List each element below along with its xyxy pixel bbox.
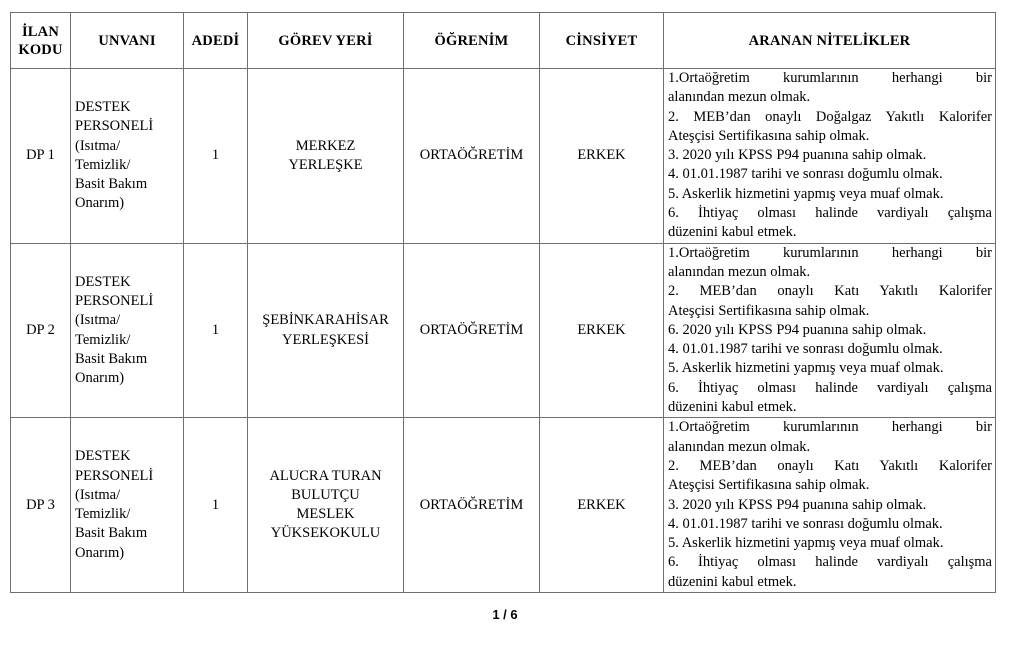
work-place-line: ŞEBİNKARAHİSAR: [262, 312, 389, 329]
qualification-line: 1.Ortaöğretim kurumlarının herhangi bir: [668, 70, 992, 86]
position-title-line: Temizlik/: [75, 331, 131, 348]
position-title-line: PERSONELİ: [75, 292, 154, 309]
position-count: 1: [184, 69, 248, 244]
qualification-line: 2. MEB’dan onaylı Katı Yakıtlı Kalorifer: [668, 283, 992, 300]
gender: ERKEK: [540, 418, 664, 593]
position-title-line: PERSONELİ: [75, 118, 154, 135]
work-place-line: MESLEK: [296, 506, 355, 523]
qualification-line: Ateşçisi Sertifikasına sahip olmak.: [668, 302, 870, 319]
posting-code: DP 2: [11, 243, 71, 418]
header-code-line2: KODU: [18, 41, 63, 58]
position-title: [71, 418, 184, 593]
qualification-line: 4. 01.01.1987 tarihi ve sonrası doğumlu olmak.: [668, 341, 943, 358]
position-title: [71, 69, 184, 244]
header-title: UNVANI: [71, 13, 184, 69]
qualification-line: 6. İhtiyaç olması halinde vardiyalı çalışma: [668, 205, 992, 222]
header-count: ADEDİ: [184, 13, 248, 69]
qualifications: [664, 243, 996, 418]
work-place-line: YERLEŞKESİ: [282, 331, 369, 348]
qualification-line: düzenini kabul etmek.: [668, 573, 797, 590]
page-number: 1 / 6: [492, 607, 518, 622]
qualification-line: 2. MEB’dan onaylı Katı Yakıtlı Kalorifer: [668, 457, 992, 474]
qualification-line: 3. 2020 yılı KPSS P94 puanına sahip olmak.: [668, 496, 927, 513]
work-place: [248, 418, 404, 593]
job-postings-table: [10, 12, 996, 593]
header-code-line1: İLAN: [21, 23, 60, 40]
position-title-line: DESTEK: [75, 98, 131, 115]
position-count: 1: [184, 418, 248, 593]
header-education: ÖĞRENİM: [404, 13, 540, 69]
work-place: [248, 243, 404, 418]
position-title-line: Onarım): [75, 195, 125, 212]
education-level: ORTAÖĞRETİM: [404, 243, 540, 418]
position-title-line: DESTEK: [75, 448, 131, 465]
qualification-line: alanından mezun olmak.: [668, 263, 811, 280]
qualification-line: 2. MEB’dan onaylı Doğalgaz Yakıtlı Kalorifer: [668, 108, 992, 125]
table-row: [11, 243, 996, 418]
position-count: 1: [184, 243, 248, 418]
position-title-line: (Isıtma/: [75, 137, 121, 154]
posting-code: DP 1: [11, 69, 71, 244]
position-title-line: Temizlik/: [75, 506, 131, 523]
qualification-line: 3. 2020 yılı KPSS P94 puanına sahip olmak.: [668, 147, 927, 164]
table-row: [11, 418, 996, 593]
education-level: ORTAÖĞRETİM: [404, 418, 540, 593]
position-title-line: (Isıtma/: [75, 486, 121, 503]
qualification-line: Ateşçisi Sertifikasına sahip olmak.: [668, 127, 870, 144]
work-place-line: MERKEZ: [295, 137, 356, 154]
qualification-line: düzenini kabul etmek.: [668, 224, 797, 241]
work-place-line: BULUTÇU: [291, 486, 360, 503]
position-title-line: (Isıtma/: [75, 312, 121, 329]
qualification-line: 6. İhtiyaç olması halinde vardiyalı çalışma: [668, 554, 992, 571]
qualification-line: Ateşçisi Sertifikasına sahip olmak.: [668, 477, 870, 494]
gender: ERKEK: [540, 69, 664, 244]
position-title-line: Temizlik/: [75, 156, 131, 173]
header-place: GÖREV YERİ: [248, 13, 404, 69]
work-place-line: ALUCRA TURAN: [269, 467, 382, 484]
qualification-line: 5. Askerlik hizmetini yapmış veya muaf olmak.: [668, 535, 944, 552]
qualification-line: 5. Askerlik hizmetini yapmış veya muaf olmak.: [668, 185, 944, 202]
header-code: [11, 13, 71, 69]
posting-code: DP 3: [11, 418, 71, 593]
qualification-line: 4. 01.01.1987 tarihi ve sonrası doğumlu olmak.: [668, 515, 943, 532]
position-title-line: Onarım): [75, 370, 125, 387]
table-row: [11, 69, 996, 244]
position-title-line: Basit Bakım: [75, 525, 148, 542]
header-row: [11, 13, 996, 69]
qualification-line: 6. İhtiyaç olması halinde vardiyalı çalışma: [668, 379, 992, 396]
qualification-line: 4. 01.01.1987 tarihi ve sonrası doğumlu olmak.: [668, 166, 943, 183]
position-title: [71, 243, 184, 418]
qualification-line: 6. 2020 yılı KPSS P94 puanına sahip olmak.: [668, 321, 927, 338]
qualification-line: 1.Ortaöğretim kurumlarının herhangi bir: [668, 244, 992, 261]
qualification-line: düzenini kabul etmek.: [668, 399, 797, 416]
work-place: [248, 69, 404, 244]
qualifications: [664, 418, 996, 593]
gender: ERKEK: [540, 243, 664, 418]
qualification-line: 5. Askerlik hizmetini yapmış veya muaf olmak.: [668, 360, 944, 377]
qualification-line: alanından mezun olmak.: [668, 89, 811, 106]
position-title-line: PERSONELİ: [75, 467, 154, 484]
qualification-line: alanından mezun olmak.: [668, 438, 811, 455]
education-level: ORTAÖĞRETİM: [404, 69, 540, 244]
work-place-line: YÜKSEKOKULU: [270, 525, 381, 542]
position-title-line: Basit Bakım: [75, 350, 148, 367]
work-place-line: YERLEŞKE: [288, 156, 363, 173]
position-title-line: Onarım): [75, 544, 125, 561]
qualifications: [664, 69, 996, 244]
header-gender: CİNSİYET: [540, 13, 664, 69]
position-title-line: Basit Bakım: [75, 176, 148, 193]
header-qualifications: ARANAN NİTELİKLER: [664, 13, 996, 69]
position-title-line: DESTEK: [75, 273, 131, 290]
qualification-line: 1.Ortaöğretim kurumlarının herhangi bir: [668, 419, 992, 436]
